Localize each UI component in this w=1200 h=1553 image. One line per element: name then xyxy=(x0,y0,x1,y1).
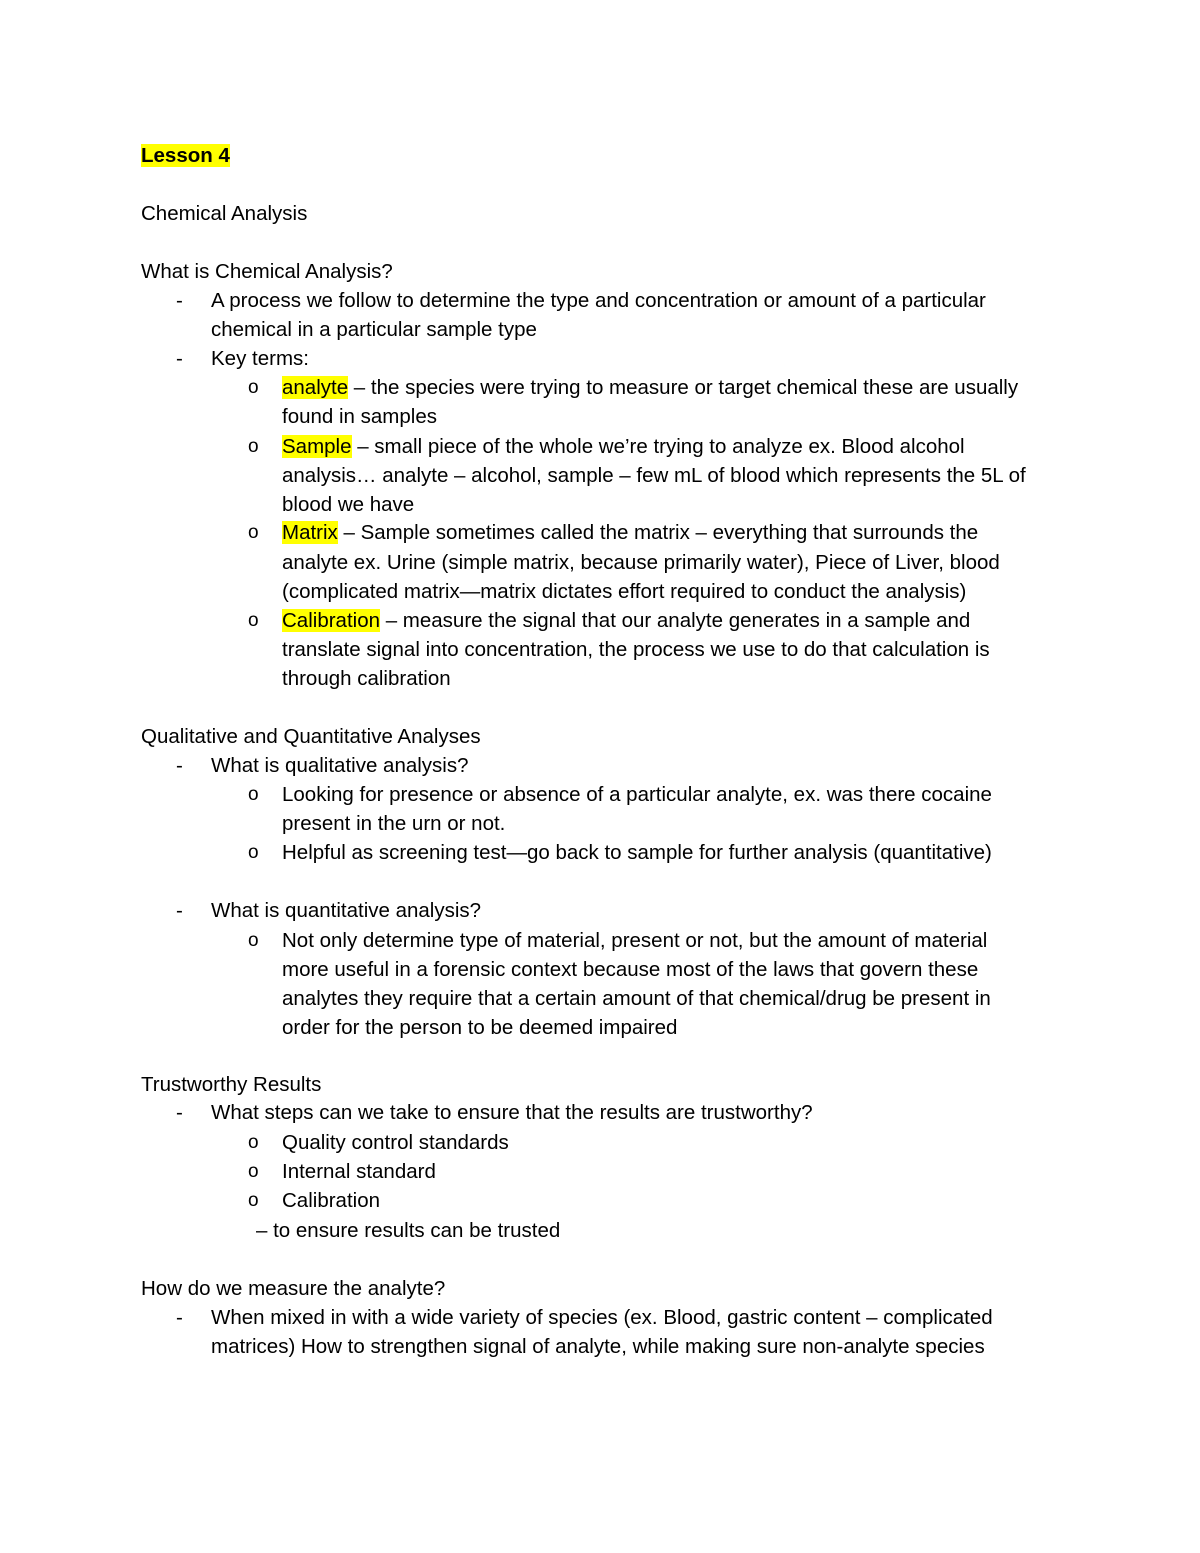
section-heading: What is Chemical Analysis? xyxy=(141,260,393,283)
bullet-marker: o xyxy=(248,1161,259,1182)
term-line xyxy=(282,608,970,634)
bullet-line: Not only determine type of material, present or not, but the amount of material xyxy=(282,929,988,952)
term-definition: – Sample sometimes called the matrix – everything that surrounds the xyxy=(337,521,979,544)
term-line: analyte ex. Urine (simple matrix, because primarily water), Piece of Liver, blood xyxy=(282,551,1000,574)
list-item-line: Key terms: xyxy=(211,347,309,370)
bullet-line: Looking for presence or absence of a particular analyte, ex. was there cocaine xyxy=(282,783,992,806)
term-highlight: Matrix xyxy=(282,521,338,544)
section-heading: How do we measure the analyte? xyxy=(141,1277,446,1300)
bullet-marker: o xyxy=(248,842,259,863)
list-item-line: chemical in a particular sample type xyxy=(211,318,537,341)
bullet-line: Helpful as screening test—go back to sample for further analysis (quantitative) xyxy=(282,841,992,864)
term-highlight: analyte xyxy=(282,376,349,399)
dash-marker: - xyxy=(176,289,183,312)
list-item-line: matrices) How to strengthen signal of analyte, while making sure non-analyte species xyxy=(211,1335,985,1358)
lesson-title xyxy=(141,143,230,169)
term-highlight: Sample xyxy=(282,435,352,458)
list-item-line: A process we follow to determine the type and concentration or amount of a particular xyxy=(211,289,986,312)
bullet-line: present in the urn or not. xyxy=(282,812,506,835)
term-line: blood we have xyxy=(282,493,415,516)
term-definition: – the species were trying to measure or target chemical these are usually xyxy=(348,376,1019,399)
term-definition: – measure the signal that our analyte generates in a sample and xyxy=(380,609,971,632)
term-line: through calibration xyxy=(282,667,451,690)
bullet-line: Calibration xyxy=(282,1189,380,1212)
term-line: found in samples xyxy=(282,405,437,428)
bullet-marker: o xyxy=(248,784,259,805)
dash-marker: - xyxy=(176,1306,183,1329)
note-line: – to ensure results can be trusted xyxy=(256,1219,561,1242)
dash-marker: - xyxy=(176,754,183,777)
dash-marker: - xyxy=(176,899,183,922)
section-heading: Trustworthy Results xyxy=(141,1073,322,1096)
list-item-line: What is qualitative analysis? xyxy=(211,754,469,777)
term-line: translate signal into concentration, the process we use to do that calculation is xyxy=(282,638,990,661)
dash-marker: - xyxy=(176,1101,183,1124)
term-line: analysis… analyte – alcohol, sample – few mL of blood which represents the 5L of xyxy=(282,464,1026,487)
bullet-marker: o xyxy=(248,436,259,457)
list-item-line: What is quantitative analysis? xyxy=(211,899,482,922)
bullet-line: more useful in a forensic context because most of the laws that govern these xyxy=(282,958,979,981)
lesson-title-text: Lesson 4 xyxy=(141,144,230,167)
topic-heading: Chemical Analysis xyxy=(141,202,308,225)
bullet-marker: o xyxy=(248,522,259,543)
bullet-marker: o xyxy=(248,610,259,631)
list-item-line: What steps can we take to ensure that the results are trustworthy? xyxy=(211,1101,813,1124)
bullet-line: Quality control standards xyxy=(282,1131,509,1154)
section-heading: Qualitative and Quantitative Analyses xyxy=(141,725,481,748)
bullet-line: order for the person to be deemed impaired xyxy=(282,1016,678,1039)
dash-marker: - xyxy=(176,347,183,370)
list-item-line: When mixed in with a wide variety of species (ex. Blood, gastric content – complicated xyxy=(211,1306,993,1329)
bullet-line: Internal standard xyxy=(282,1160,436,1183)
term-line xyxy=(282,375,1018,401)
term-definition: – small piece of the whole we’re trying to analyze ex. Blood alcohol xyxy=(351,435,965,458)
bullet-marker: o xyxy=(248,930,259,951)
bullet-marker: o xyxy=(248,1132,259,1153)
term-line xyxy=(282,520,978,546)
term-line xyxy=(282,434,965,460)
term-highlight: Calibration xyxy=(282,609,380,632)
bullet-marker: o xyxy=(248,377,259,398)
term-line: (complicated matrix—matrix dictates effort required to conduct the analysis) xyxy=(282,580,967,603)
bullet-marker: o xyxy=(248,1190,259,1211)
bullet-line: analytes they require that a certain amount of that chemical/drug be present in xyxy=(282,987,991,1010)
